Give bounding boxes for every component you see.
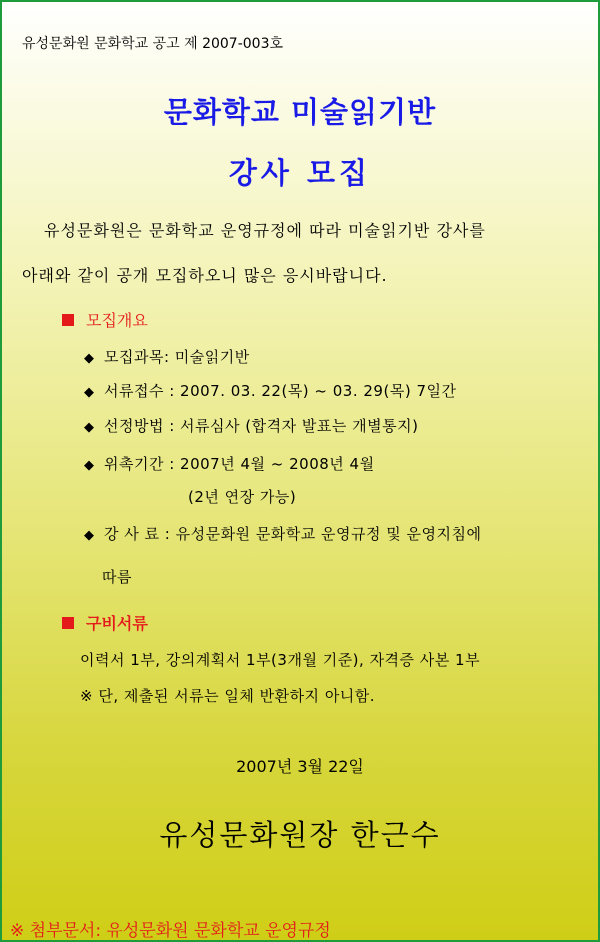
overview-item-fee-continuation: 따름 [102,568,132,586]
signer-name: 유성문화원장 한근수 [159,818,441,852]
overview-item-text: 선정방법 : 서류심사 (합격자 발표는 개별통지) [104,417,419,435]
title-line-1: 문화학교 미술읽기반 [163,95,437,129]
intro-line-2: 아래와 같이 공개 모집하오니 많은 응시바랍니다. [22,266,388,285]
notice-number: 유성문화원 문화학교 공고 제 2007-003호 [22,36,284,52]
notice-date: 2007년 3월 22일 [236,757,364,776]
overview-item-subject [84,346,250,367]
overview-item-period [84,453,375,474]
diamond-bullet-icon: ◆ [84,385,95,400]
overview-heading [62,308,148,331]
required-docs-note: ※ 단, 제출된 서류는 일체 반환하지 아니함. [80,687,376,705]
overview-item-text: 위촉기간 : 2007년 4월 ~ 2008년 4월 [104,455,375,473]
overview-item-text: 서류접수 : 2007. 03. 22(목) ~ 03. 29(목) 7일간 [104,382,457,400]
overview-heading-label: 모집개요 [86,311,148,330]
overview-item-period-note: (2년 연장 가능) [188,488,297,506]
diamond-bullet-icon: ◆ [84,420,95,435]
overview-item-text: 강 사 료 : 유성문화원 문화학교 운영규정 및 운영지침에 [104,525,482,543]
attachment-note: ※ 첨부문서: 유성문화원 문화학교 운영규정 [10,921,331,941]
required-docs-heading-label: 구비서류 [86,614,148,633]
required-docs-list: 이력서 1부, 강의계획서 1부(3개월 기준), 자격증 사본 1부 [80,651,481,669]
red-square-icon [62,617,74,629]
red-square-icon [62,314,74,326]
title-line-2: 강사 모집 [228,156,372,190]
overview-item-text: 모집과목: 미술읽기반 [104,348,250,366]
required-docs-heading [62,611,148,634]
diamond-bullet-icon: ◆ [84,458,95,473]
overview-item-fee [84,523,481,544]
intro-line-1: 유성문화원은 문화학교 운영규정에 따라 미술읽기반 강사를 [44,221,486,240]
diamond-bullet-icon: ◆ [84,351,95,366]
overview-item-selection [84,415,418,436]
overview-item-application [84,380,456,401]
diamond-bullet-icon: ◆ [84,528,95,543]
